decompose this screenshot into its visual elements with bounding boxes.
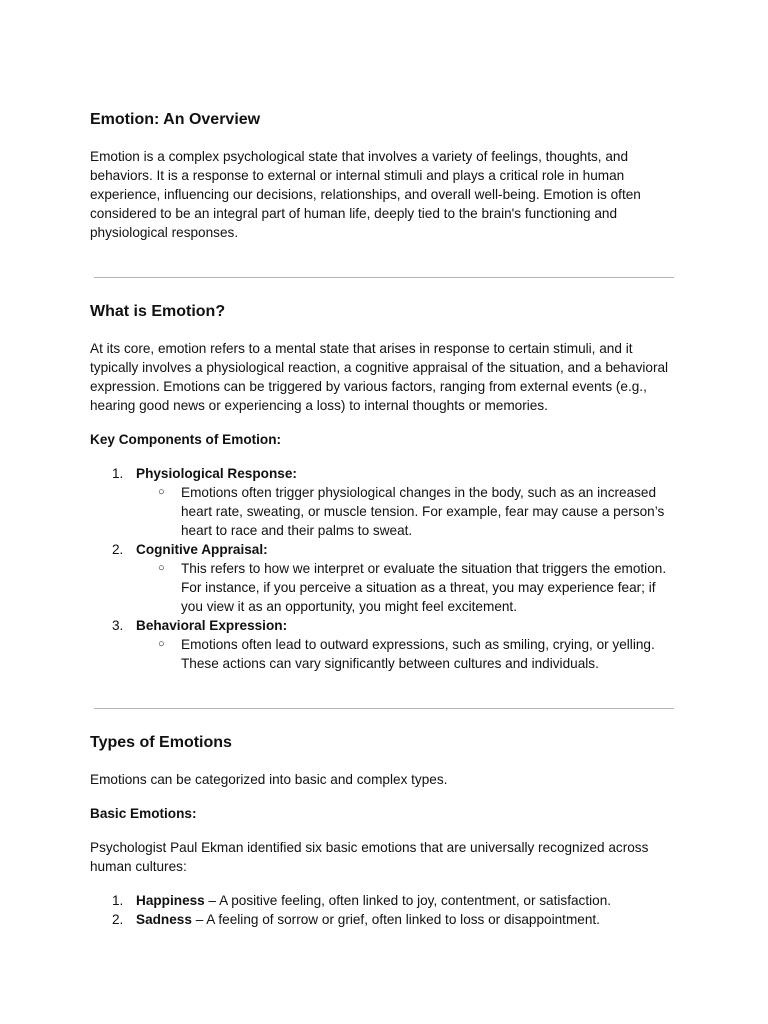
sub-list (136, 559, 678, 616)
sub-list-item (136, 635, 681, 673)
component-detail: This refers to how we interpret or evaluate the situation that triggers the emotion. For instance, if you perceive a situation as a threat, you may experience fear; if you view it as an opportunity, you might feel excitement. (181, 561, 667, 614)
basic-emotions-list (90, 891, 678, 929)
emotion-term: Sadness (136, 912, 192, 927)
list-number: 3. (112, 618, 124, 633)
sub-list (136, 635, 678, 673)
list-item (90, 464, 678, 540)
overview-heading: Emotion: An Overview (90, 111, 261, 128)
list-item (90, 540, 678, 616)
list-number: 1. (112, 466, 124, 481)
list-number: 2. (112, 912, 124, 927)
list-number: 1. (112, 893, 124, 908)
overview-paragraph: Emotion is a complex psychological state that involves a variety of feelings, thoughts, and behaviors. It is a response to external or internal stimuli and plays a critical role in human experience, influencing our decisions, relationships, and overall well-being. Emotion is often considered to be an integral part of human life, deeply tied to the brain's functioning and physiological responses. (90, 149, 641, 240)
component-detail: Emotions often lead to outward expressions, such as smiling, crying, or yelling. These actions can vary significantly between cultures and individuals. (181, 637, 655, 671)
what-is-heading: What is Emotion? (90, 303, 226, 320)
component-label: Behavioral Expression: (136, 618, 288, 633)
component-label: Cognitive Appraisal: (136, 542, 268, 557)
types-intro: Emotions can be categorized into basic and complex types. (90, 772, 448, 787)
sub-list-item (136, 559, 681, 616)
basic-emotions-heading: Basic Emotions: (90, 806, 197, 821)
what-is-paragraph: At its core, emotion refers to a mental state that arises in response to certain stimuli, and it typically involves a physiological reaction, a cognitive appraisal of the situation, and a behavioral expression. Emotions can be triggered by various factors, ranging from external events (e.g., hearing good news or experiencing a loss) to internal thoughts or memories. (90, 341, 669, 413)
hollow-bullet-icon: ○ (158, 638, 165, 650)
component-detail: Emotions often trigger physiological changes in the body, such as an increased heart rate, sweating, or muscle tension. For example, fear may cause a person’s heart to race and their palms to sweat. (181, 485, 665, 538)
sub-list-item (136, 483, 681, 540)
section-divider (94, 708, 674, 709)
emotion-description: – A feeling of sorrow or grief, often linked to loss or disappointment. (191, 912, 600, 927)
component-label: Physiological Response: (136, 466, 297, 481)
components-list (90, 464, 678, 673)
section-divider (94, 277, 674, 278)
list-item (90, 910, 678, 929)
hollow-bullet-icon: ○ (158, 562, 165, 574)
hollow-bullet-icon: ○ (158, 486, 165, 498)
emotion-term: Happiness (136, 893, 205, 908)
components-heading: Key Components of Emotion: (90, 432, 282, 447)
list-item (90, 616, 678, 673)
list-item (90, 891, 678, 910)
sub-list (136, 483, 678, 540)
emotion-description: – A positive feeling, often linked to joy, contentment, or satisfaction. (204, 893, 612, 908)
basic-emotions-intro: Psychologist Paul Ekman identified six basic emotions that are universally recognized across human cultures: (90, 840, 649, 874)
types-heading: Types of Emotions (90, 734, 232, 751)
list-number: 2. (112, 542, 124, 557)
